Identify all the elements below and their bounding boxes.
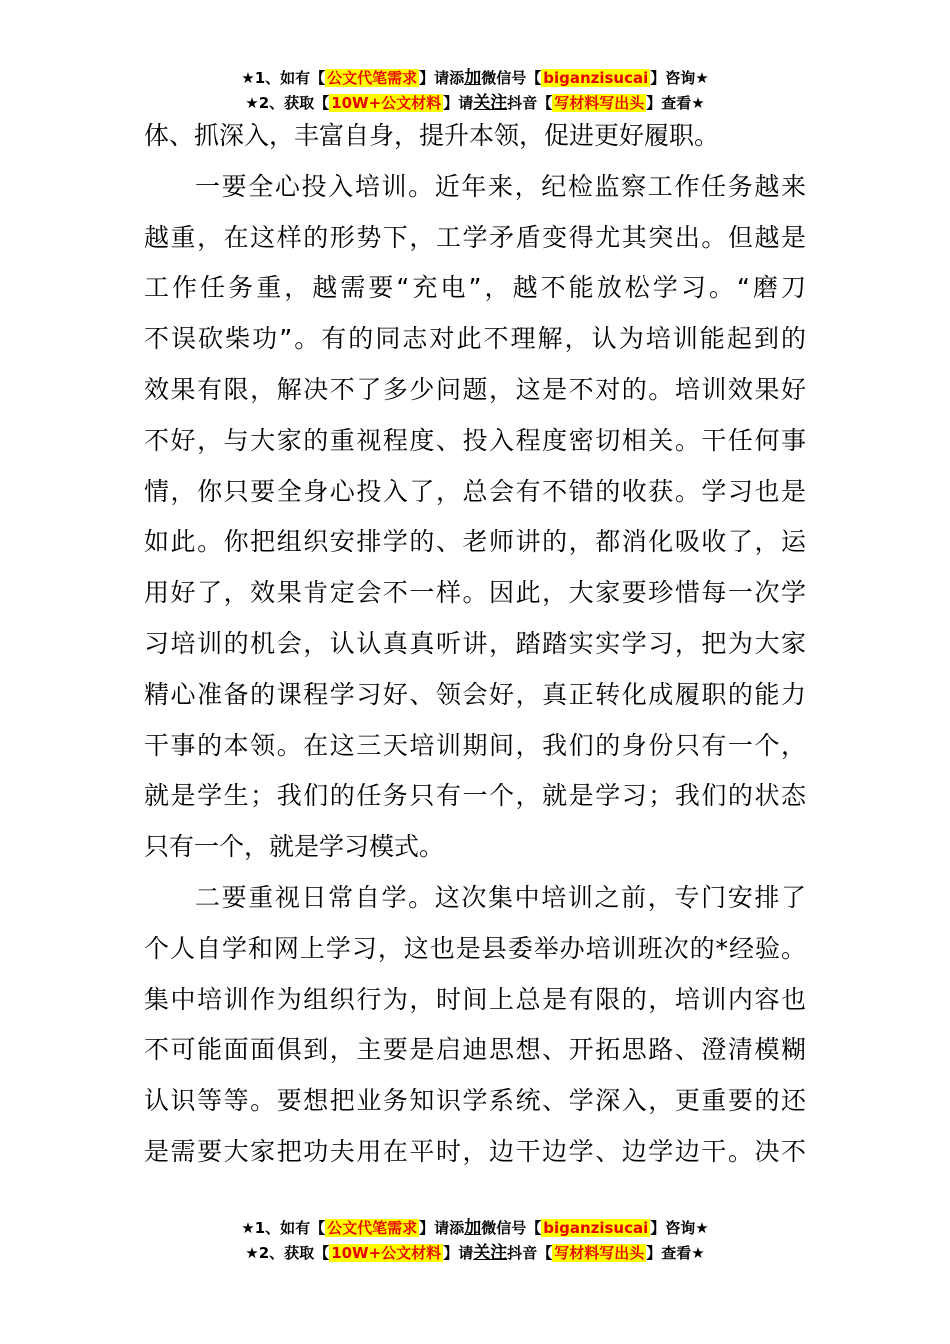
text-line: 如此。你把组织安排学的、老师讲的，都消化吸收了，运 xyxy=(144,527,806,557)
promo-text: ★1、如有【 xyxy=(241,1219,326,1237)
document-body xyxy=(144,111,806,1178)
promo-underlined-text: 加 xyxy=(464,68,482,88)
promo-text: 】查看★ xyxy=(646,94,705,112)
promo-text: 】请 xyxy=(443,94,474,112)
text-line: 认识等等。要想把业务知识学系统、学深入，更重要的还 xyxy=(144,1086,806,1116)
promo-highlight-service: 公文代笔需求 xyxy=(327,69,418,87)
text-line: 工作任务重，越需要“充电”，越不能放松学习。“磨刀 xyxy=(144,273,806,303)
promo-line-2 xyxy=(0,1241,950,1266)
promo-text: ★2、获取【 xyxy=(245,94,330,112)
promo-text: 】请添 xyxy=(419,1219,465,1237)
promo-text: 】请 xyxy=(443,1244,474,1262)
text-line: 情，你只要全身心投入了，总会有不错的收获。学习也是 xyxy=(144,476,806,506)
text-line: 不可能面面俱到，主要是启迪思想、开拓思路、澄清模糊 xyxy=(144,1035,806,1065)
promo-line-1 xyxy=(0,1216,950,1241)
text-line: 习培训的机会，认认真真听讲，踏踏实实学习，把为大家 xyxy=(144,628,806,658)
text-line: 个人自学和网上学习，这也是县委举办培训班次的*经验。 xyxy=(144,933,806,963)
text-line: 精心准备的课程学习好、领会好，真正转化成履职的能力 xyxy=(144,679,806,709)
promo-text: 】咨询★ xyxy=(650,69,709,87)
promo-text: 】查看★ xyxy=(646,1244,705,1262)
text-line: 效果有限，解决不了多少问题，这是不对的。培训效果好 xyxy=(144,374,806,404)
promo-highlight-wechat-id: biganzisucai xyxy=(543,69,649,87)
header-promo-banner xyxy=(0,66,950,116)
promo-text: ★2、获取【 xyxy=(245,1244,330,1262)
text-line: 体、抓深入，丰富自身，提升本领，促进更好履职。 xyxy=(144,121,720,150)
promo-text: 】请添 xyxy=(419,69,465,87)
text-line: 干事的本领。在这三天培训期间，我们的身份只有一个， xyxy=(144,730,806,760)
promo-underlined-text: 关注 xyxy=(473,93,508,113)
promo-highlight-douyin-account: 写材料写出头 xyxy=(554,1244,645,1262)
promo-text: ★1、如有【 xyxy=(241,69,326,87)
promo-text: 微信号【 xyxy=(481,1219,542,1237)
promo-text: 抖音【 xyxy=(507,1244,553,1262)
paragraph-start-line: 二要重视日常自学。这次集中培训之前，专门安排了 xyxy=(195,882,806,912)
promo-line-1 xyxy=(0,66,950,91)
text-line: 是需要大家把功夫用在平时，边干边学、边学边干。决不 xyxy=(144,1136,806,1166)
promo-highlight-wechat-id: biganzisucai xyxy=(543,1219,649,1237)
promo-highlight-materials: 10W+公文材料 xyxy=(331,94,442,112)
promo-highlight-service: 公文代笔需求 xyxy=(327,1219,418,1237)
text-line: 不误砍柴功”。有的同志对此不理解，认为培训能起到的 xyxy=(144,324,806,354)
text-line: 就是学生；我们的任务只有一个，就是学习；我们的状态 xyxy=(144,781,806,811)
promo-text: 微信号【 xyxy=(481,69,542,87)
text-line: 用好了，效果肯定会不一样。因此，大家要珍惜每一次学 xyxy=(144,578,806,608)
promo-highlight-douyin-account: 写材料写出头 xyxy=(554,94,645,112)
text-line: 只有一个，就是学习模式。 xyxy=(144,832,445,862)
promo-underlined-text: 加 xyxy=(464,1218,482,1238)
promo-highlight-materials: 10W+公文材料 xyxy=(331,1244,442,1262)
text-line: 越重，在这样的形势下，工学矛盾变得尤其突出。但越是 xyxy=(144,222,806,252)
promo-text: 】咨询★ xyxy=(650,1219,709,1237)
promo-text: 抖音【 xyxy=(507,94,553,112)
footer-promo-banner xyxy=(0,1216,950,1266)
paragraph-start-line: 一要全心投入培训。近年来，纪检监察工作任务越来 xyxy=(195,171,806,201)
text-line: 不好，与大家的重视程度、投入程度密切相关。干任何事 xyxy=(144,425,806,455)
promo-underlined-text: 关注 xyxy=(473,1243,508,1263)
text-line: 集中培训作为组织行为，时间上总是有限的，培训内容也 xyxy=(144,984,806,1014)
